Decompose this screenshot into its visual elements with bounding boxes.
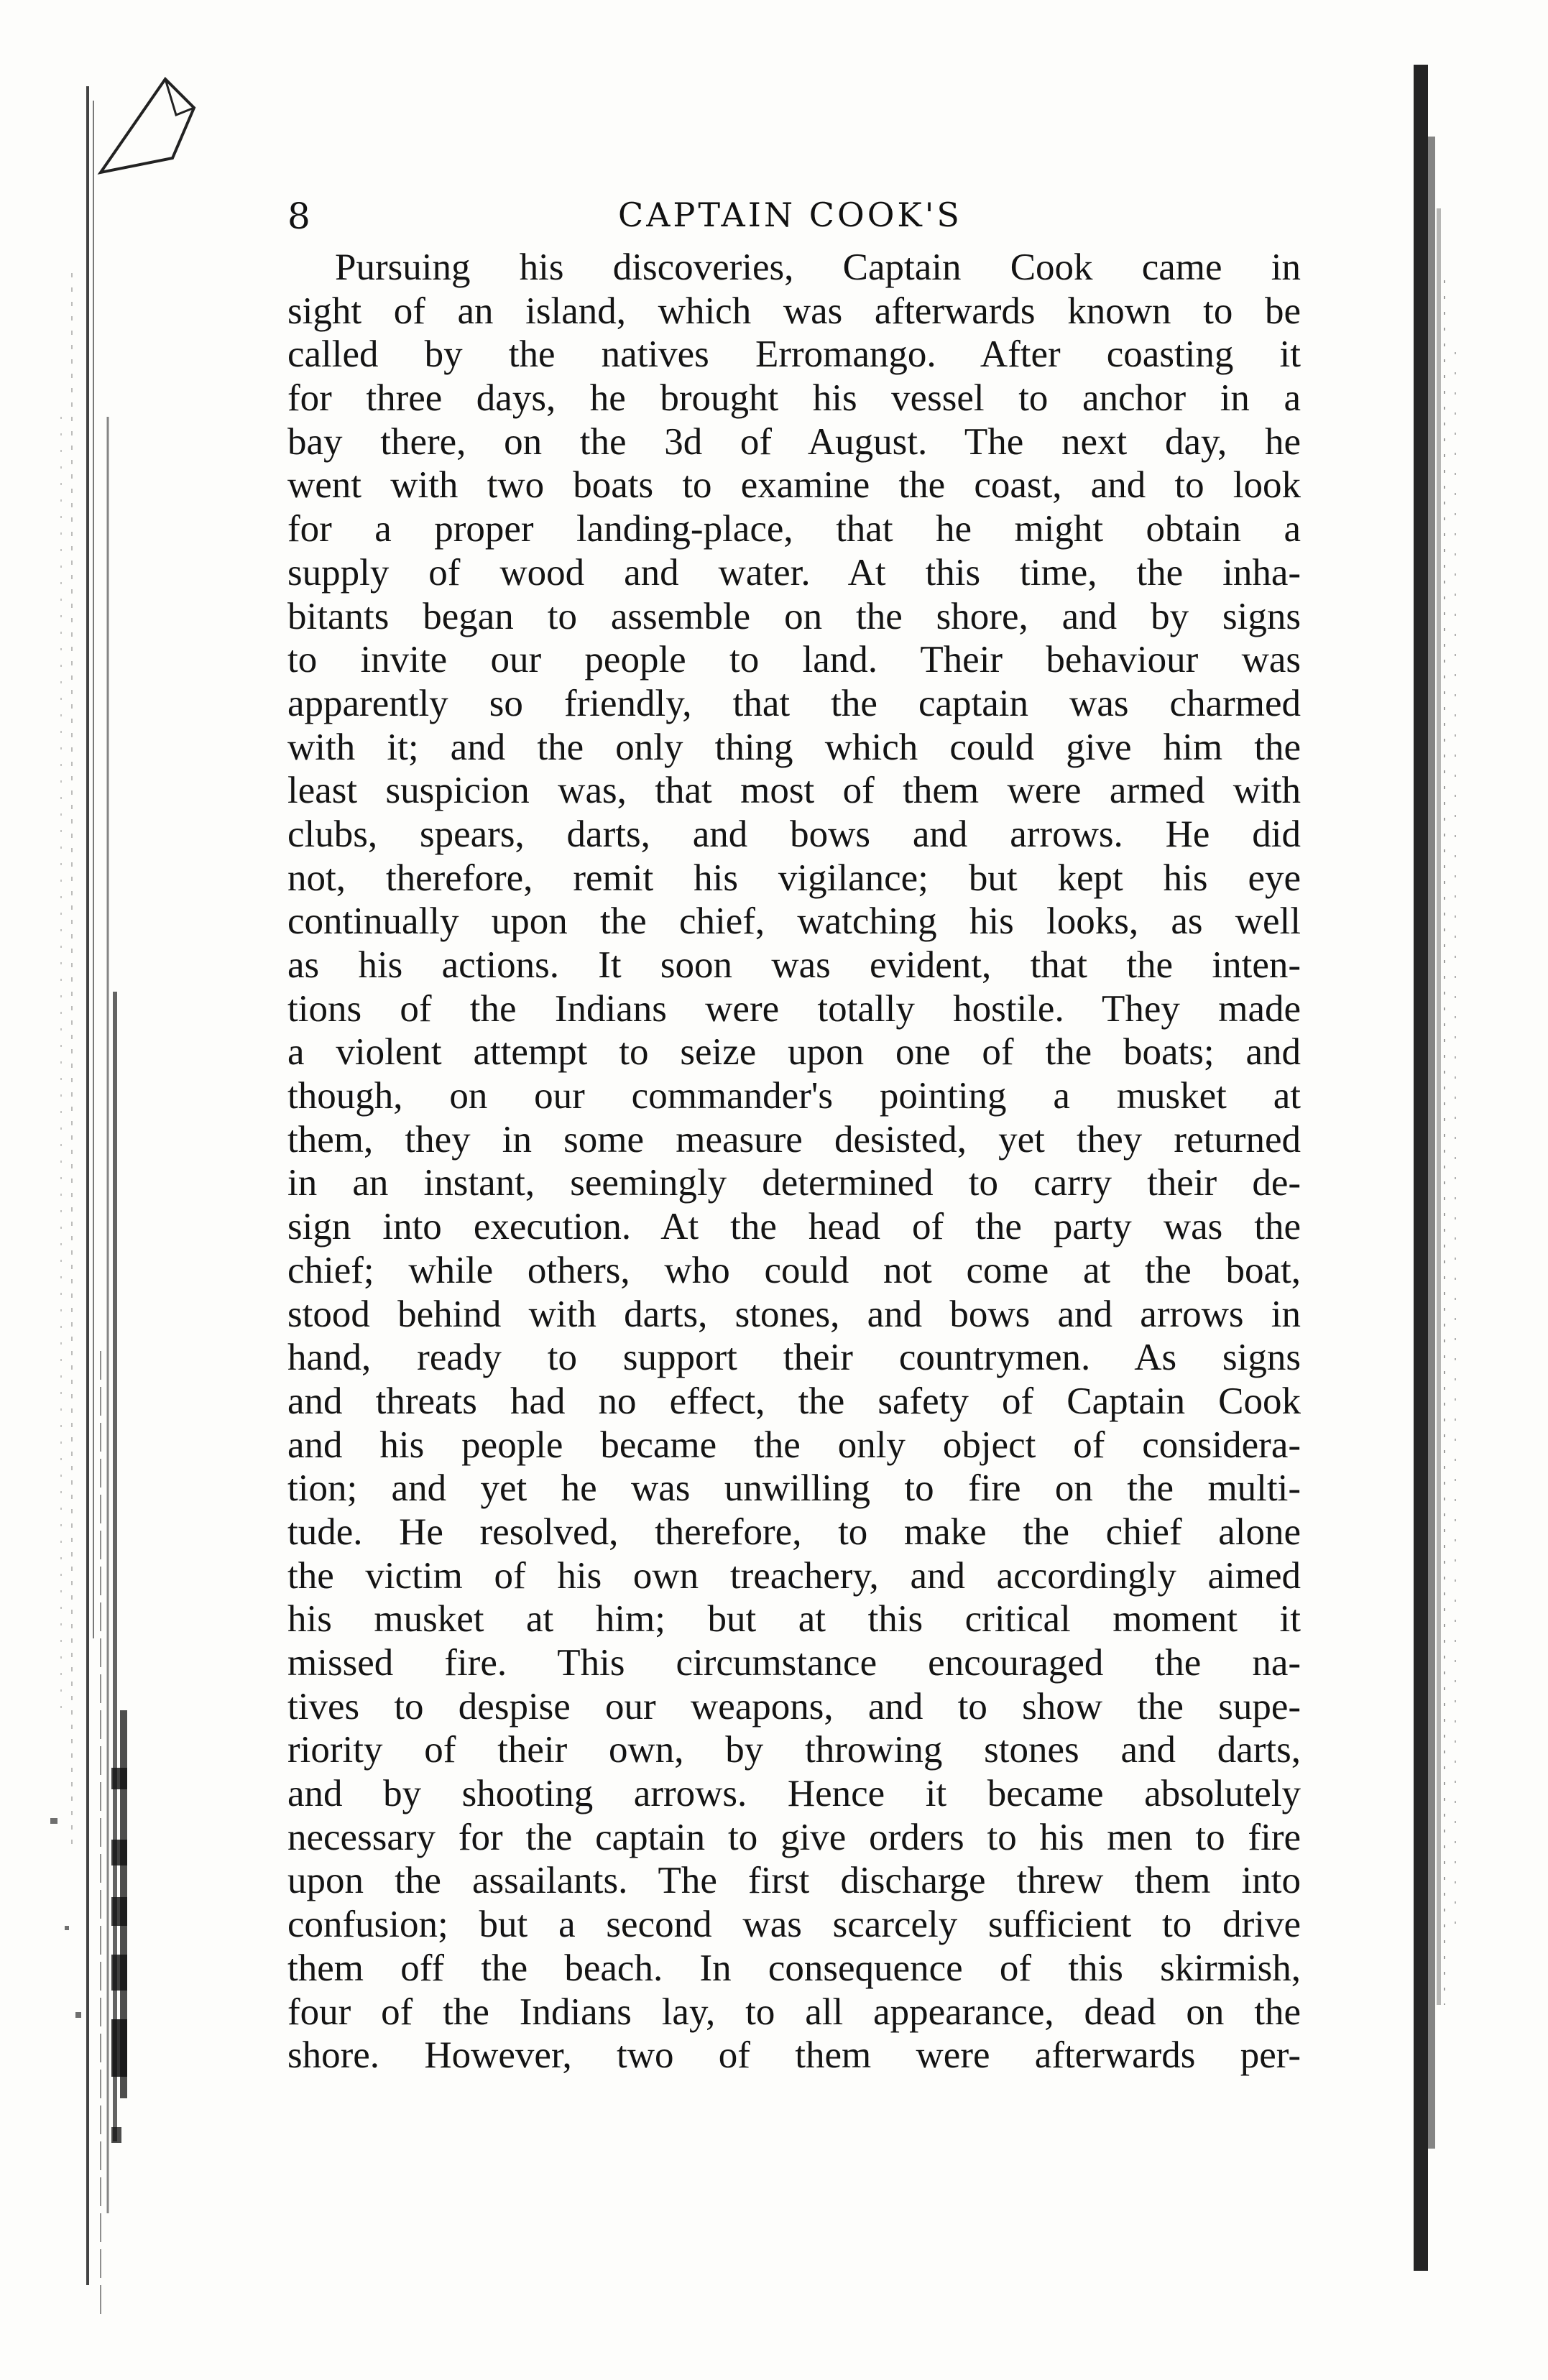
text-line: and his people became the only object of considera- bbox=[287, 1424, 1301, 1466]
text-line: riority of their own, by throwing stones and darts, bbox=[287, 1729, 1301, 1771]
text-line: upon the assailants. The first discharge threw them into bbox=[287, 1860, 1301, 1902]
text-line: went with two boats to examine the coast, and to look bbox=[287, 464, 1301, 507]
binding-gutter-noise bbox=[43, 57, 151, 2321]
text-line: four of the Indians lay, to all appearance, dead on the bbox=[287, 1991, 1301, 2033]
text-line: with it; and the only thing which could give him the bbox=[287, 726, 1301, 768]
text-line: tude. He resolved, therefore, to make the chief alone bbox=[287, 1510, 1301, 1553]
text-line: the victim of his own treachery, and accordingly aimed bbox=[287, 1554, 1301, 1597]
text-line: his musket at him; but at this critical moment it bbox=[287, 1598, 1301, 1641]
text-line: not, therefore, remit his vigilance; but kept his eye bbox=[287, 857, 1301, 899]
body-paragraph bbox=[287, 246, 1301, 2077]
text-line: bitants began to assemble on the shore, and by signs bbox=[287, 595, 1301, 637]
text-line: sight of an island, which was afterwards known to be bbox=[287, 290, 1301, 332]
text-line: continually upon the chief, watching his looks, as well bbox=[287, 900, 1301, 943]
text-line: necessary for the captain to give orders to his men to fire bbox=[287, 1816, 1301, 1858]
text-line: Pursuing his discoveries, Captain Cook came in bbox=[335, 246, 1301, 288]
text-line: in an instant, seemingly determined to carry their de- bbox=[287, 1162, 1301, 1204]
text-line: stood behind with darts, stones, and bows and arrows in bbox=[287, 1293, 1301, 1335]
running-head: CAPTAIN COOK'S bbox=[618, 195, 962, 234]
page-header bbox=[287, 195, 1308, 253]
text-line: supply of wood and water. At this time, the inha- bbox=[287, 551, 1301, 594]
text-line: them off the beach. In consequence of this skirmish, bbox=[287, 1947, 1301, 1989]
text-line: hand, ready to support their countrymen. As signs bbox=[287, 1337, 1301, 1379]
text-line: as his actions. It soon was evident, that the inten- bbox=[287, 944, 1301, 986]
text-line: shore. However, two of them were afterwards per- bbox=[287, 2034, 1301, 2077]
text-line: for a proper landing-place, that he might obtain a bbox=[287, 508, 1301, 550]
text-line: tion; and yet he was unwilling to fire on the multi- bbox=[287, 1467, 1301, 1510]
text-line: confusion; but a second was scarcely sufficient to drive bbox=[287, 1904, 1301, 1946]
text-line: to invite our people to land. Their behaviour was bbox=[287, 639, 1301, 681]
folded-corner-mark bbox=[86, 65, 208, 208]
text-line: and by shooting arrows. Hence it became absolutely bbox=[287, 1773, 1301, 1815]
page-number: 8 bbox=[287, 195, 311, 237]
text-line: tions of the Indians were totally hostile. They made bbox=[287, 987, 1301, 1030]
page-edge-shadow bbox=[1405, 65, 1498, 2278]
text-line: though, on our commander's pointing a musket at bbox=[287, 1075, 1301, 1117]
text-line: them, they in some measure desisted, yet they returned bbox=[287, 1118, 1301, 1161]
text-line: tives to despise our weapons, and to show the supe- bbox=[287, 1685, 1301, 1728]
text-line: apparently so friendly, that the captain was charmed bbox=[287, 682, 1301, 724]
text-line: least suspicion was, that most of them were armed with bbox=[287, 770, 1301, 812]
text-line: called by the natives Erromango. After coasting it bbox=[287, 333, 1301, 376]
text-line: missed fire. This circumstance encouraged the na- bbox=[287, 1642, 1301, 1684]
text-line: clubs, spears, darts, and bows and arrows. He did bbox=[287, 813, 1301, 855]
text-line: bay there, on the 3d of August. The next day, he bbox=[287, 420, 1301, 463]
text-line: and threats had no effect, the safety of Captain Cook bbox=[287, 1380, 1301, 1422]
text-line: for three days, he brought his vessel to anchor in a bbox=[287, 377, 1301, 420]
text-line: a violent attempt to seize upon one of the boats; and bbox=[287, 1031, 1301, 1074]
text-line: chief; while others, who could not come at the boat, bbox=[287, 1249, 1301, 1291]
text-line: sign into execution. At the head of the party was the bbox=[287, 1206, 1301, 1248]
